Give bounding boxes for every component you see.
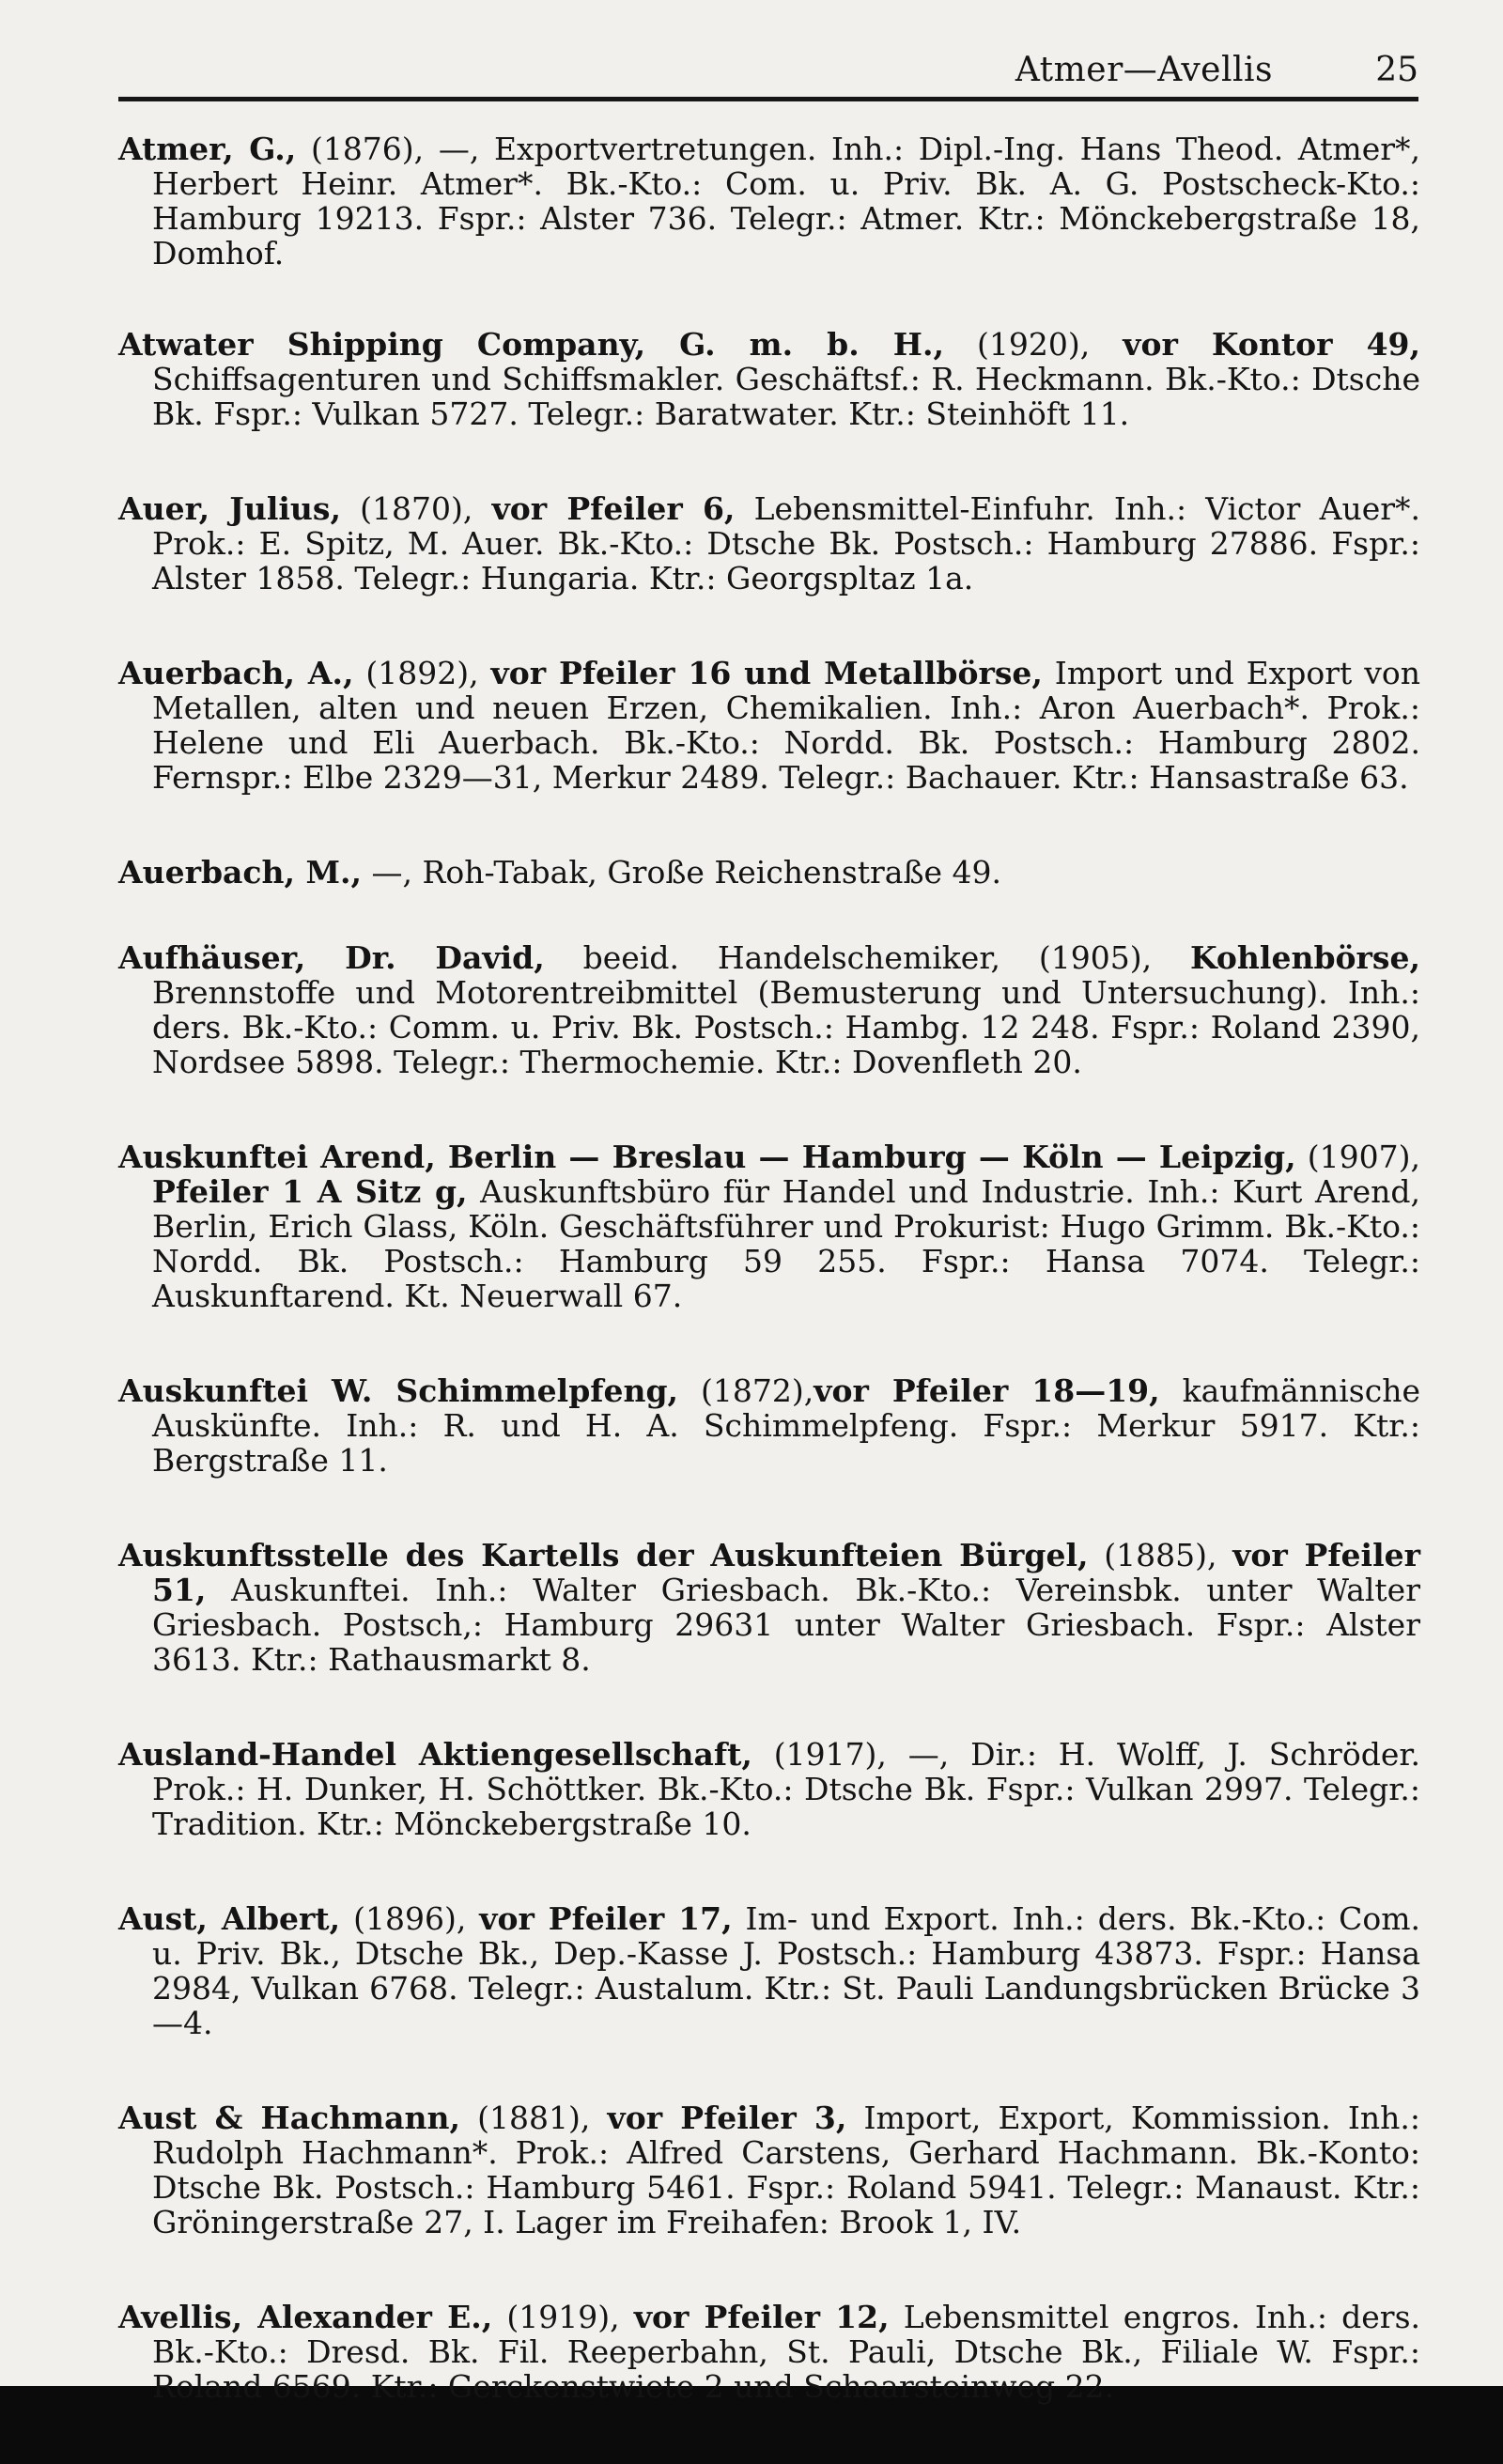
- directory-entry: [118, 855, 1420, 890]
- entry-name: Aust & Hachmann,: [118, 2100, 460, 2136]
- directory-entry: [118, 940, 1420, 1079]
- entry-address: vor Pfeiler 16 und Metallbörse,: [490, 655, 1043, 691]
- directory-entry: [118, 656, 1420, 795]
- directory-entry: [118, 132, 1420, 271]
- entry-year: (1920),: [943, 326, 1123, 363]
- entry-year: (1892),: [353, 655, 491, 691]
- header-rule: [118, 97, 1418, 101]
- entry-address: vor Kontor 49,: [1123, 326, 1421, 363]
- entry-address: Kohlenbörse,: [1189, 939, 1420, 976]
- entry-details: Schiffsagenturen und Schiffsmakler. Geschäftsf.: R. Heckmann. Bk.-Kto.: Dtsche Bk. Fspr.: Vulkan 5727. Telegr.: Baratwater. Ktr.: Steinhöft 11.: [152, 361, 1420, 432]
- entry-name: Auskunftsstelle des Kartells der Auskunfteien Bürgel,: [118, 1537, 1089, 1573]
- entry-year: (1881),: [459, 2100, 608, 2136]
- entry-details: Lebensmittel-Einfuhr. Inh.: Victor Auer*. Prok.: E. Spitz, M. Auer. Bk.-Kto.: Dtsche Bk. Postsch.: Hamburg 27886. Fspr.: Alster 1858. Telegr.: Hungaria. Ktr.: Georgspltaz 1a.: [152, 490, 1421, 597]
- running-head: [118, 47, 1418, 94]
- entry-year: (1885),: [1088, 1537, 1233, 1573]
- entry-address: vor Pfeiler 12,: [633, 2299, 890, 2335]
- entry-name: Atmer, G.,: [118, 131, 297, 167]
- running-head-title: Atmer—Avellis: [1015, 51, 1273, 89]
- entry-details: Auskunftei. Inh.: Walter Griesbach. Bk.-Kto.: Vereinsbk. unter Walter Griesbach. Postsch,: Hamburg 29631 unter Walter Griesbach. Fspr.: Alster 3613. Ktr.: Rathausmarkt 8.: [152, 1572, 1420, 1678]
- entry-details: Import und Export von Metallen, alten und neuen Erzen, Chemikalien. Inh.: Aron Auerbach*. Prok.: Helene und Eli Auerbach. Bk.-Kto.: Nordd. Bk. Postsch.: Hamburg 2802. Fernspr.: Elbe 2329—31, Merkur 2489. Telegr.: Bachauer. Ktr.: Hansastraße 63.: [152, 655, 1420, 796]
- directory-entry: [118, 1373, 1420, 1478]
- entry-name: Aust, Albert,: [118, 1900, 341, 1937]
- entry-address: vor Pfeiler 17,: [479, 1900, 733, 1937]
- directory-entry: [118, 1737, 1420, 1841]
- entry-address: vor Pfeiler 3,: [607, 2100, 847, 2136]
- entry-year: (1896),: [340, 1900, 480, 1937]
- directory-entry: [118, 2300, 1420, 2404]
- entry-year: (1872),: [678, 1372, 814, 1409]
- entry-name: Avellis, Alexander E.,: [118, 2299, 493, 2335]
- directory-entry: [118, 1139, 1420, 1313]
- directory-entry: [118, 327, 1420, 431]
- entry-year: beeid. Handelschemiker, (1905),: [544, 939, 1190, 976]
- entry-details: (1876), —, Exportvertretungen. Inh.: Dipl.-Ing. Hans Theod. Atmer*, Herbert Heinr. Atmer*. Bk.-Kto.: Com. u. Priv. Bk. A. G. Postscheck-Kto.: Hamburg 19213. Fspr.: Alster 736. Telegr.: Atmer. Ktr.: Mönckebergstraße 18, Domhof.: [152, 131, 1420, 271]
- entry-name: Atwater Shipping Company, G. m. b. H.,: [118, 326, 944, 363]
- entry-address: Pfeiler 1 A Sitz g,: [152, 1173, 468, 1210]
- entry-name: Auskunftei W. Schimmelpfeng,: [118, 1372, 679, 1409]
- page-number: 25: [1375, 51, 1418, 89]
- entry-year: (1919),: [492, 2299, 634, 2335]
- entry-address: vor Pfeiler 6,: [491, 490, 736, 527]
- entry-name: Aufhäuser, Dr. David,: [118, 939, 545, 976]
- entry-address: vor Pfeiler 18—19,: [813, 1372, 1160, 1409]
- entry-details: Import, Export, Kommission. Inh.: Rudolph Hachmann*. Prok.: Alfred Carstens, Gerhard Hachmann. Bk.-Konto: Dtsche Bk. Postsch.: Hamburg 5461. Fspr.: Roland 5941. Telegr.: Manaust. Ktr.: Gröningerstraße 27, I. Lager im Freihafen: Brook 1, IV.: [152, 2100, 1420, 2240]
- entry-details: Auskunftsbüro für Handel und Industrie. Inh.: Kurt Arend, Berlin, Erich Glass, Köln. Geschäftsführer und Prokurist: Hugo Grimm. Bk.-Kto.: Nordd. Bk. Postsch.: Hamburg 59 255. Fspr.: Hansa 7074. Telegr.: Auskunftarend. Kt. Neuerwall 67.: [152, 1173, 1420, 1314]
- entry-details: Brennstoffe und Motorentreibmittel (Bemusterung und Untersuchung). Inh.: ders. Bk.-Kto.: Comm. u. Priv. Bk. Postsch.: Hambg. 12 248. Fspr.: Roland 2390, Nordsee 5898. Telegr.: Thermochemie. Ktr.: Dovenfleth 20.: [152, 974, 1420, 1080]
- entry-details: —, Roh-Tabak, Große Reichenstraße 49.: [362, 854, 1002, 891]
- entry-name: Ausland-Handel Aktiengesellschaft,: [118, 1736, 752, 1773]
- entry-details: kaufmännische Auskünfte. Inh.: R. und H. A. Schimmelpfeng. Fspr.: Merkur 5917. Ktr.: Bergstraße 11.: [152, 1372, 1420, 1479]
- directory-entry: [118, 2100, 1420, 2239]
- entry-year: (1907),: [1295, 1139, 1420, 1175]
- entry-details: (1917), —, Dir.: H. Wolff, J. Schröder. Prok.: H. Dunker, H. Schöttker. Bk.-Kto.: Dtsche Bk. Fspr.: Vulkan 2997. Telegr.: Tradition. Ktr.: Mönckebergstraße 10.: [152, 1736, 1420, 1842]
- directory-entry: [118, 1901, 1420, 2040]
- entry-year: (1870),: [340, 490, 492, 527]
- entry-name: Auskunftei Arend, Berlin — Breslau — Hamburg — Köln — Leipzig,: [118, 1139, 1296, 1175]
- entry-name: Auer, Julius,: [118, 490, 341, 527]
- directory-entry: [118, 1538, 1420, 1677]
- entry-list: [118, 132, 1420, 2464]
- entry-name: Auerbach, M.,: [118, 854, 363, 891]
- directory-entry: [118, 491, 1420, 596]
- entry-details: Im- und Export. Inh.: ders. Bk.-Kto.: Com. u. Priv. Bk., Dtsche Bk., Dep.-Kasse J. Postsch.: Hamburg 43873. Fspr.: Hansa 2984, Vulkan 6768. Telegr.: Austalum. Ktr.: St. Pauli Landungsbrücken Brücke 3—4.: [152, 1900, 1421, 2041]
- entry-name: Auerbach, A.,: [118, 655, 354, 691]
- entry-details: Lebensmittel engros. Inh.: ders. Bk.-Kto.: Dresd. Bk. Fil. Reeperbahn, St. Pauli, Dtsche Bk., Filiale W. Fspr.: Roland 6569. Ktr.: Gerckenstwiete 2 und Schaarsteinweg 22.: [152, 2299, 1421, 2405]
- entry-address: vor Pfeiler 51,: [152, 1537, 1421, 1608]
